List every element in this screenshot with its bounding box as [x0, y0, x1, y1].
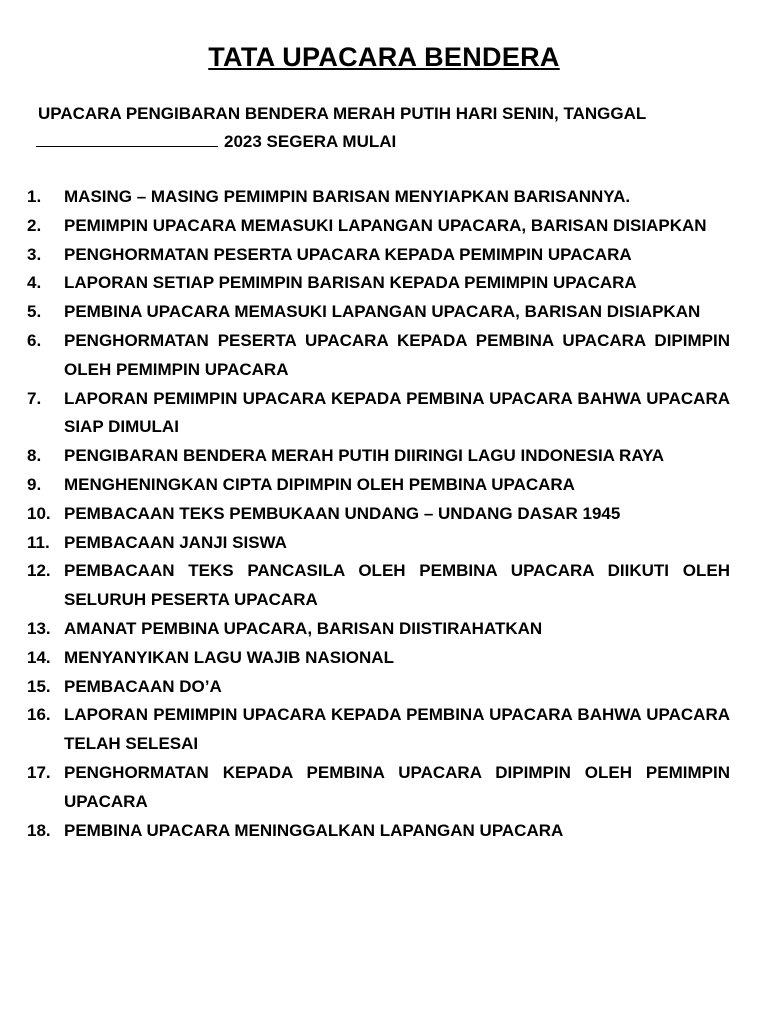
step-text: PEMIMPIN UPACARA MEMASUKI LAPANGAN UPACARA, BARISAN DISIAPKAN [64, 215, 707, 235]
intro-line-1: UPACARA PENGIBARAN BENDERA MERAH PUTIH HARI SENIN, TANGGAL [38, 104, 647, 123]
step-number: 15. [27, 676, 51, 696]
intro-paragraph [36, 100, 736, 156]
step-number: 1. [27, 187, 42, 206]
step-number: 11. [27, 532, 50, 552]
step-number: 4. [27, 273, 42, 293]
list-item [27, 327, 730, 385]
step-text: LAPORAN SETIAP PEMIMPIN BARISAN KEPADA PEMIMPIN UPACARA [64, 273, 637, 293]
page-title: TATA UPACARA BENDERA [208, 42, 560, 72]
step-number: 6. [27, 330, 42, 350]
step-text: PENGHORMATAN KEPADA PEMBINA UPACARA DIPIMPIN OLEH PEMIMPIN UPACARA [64, 762, 730, 811]
list-item [27, 817, 730, 846]
step-text: AMANAT PEMBINA UPACARA, BARISAN DIISTIRAHATKAN [64, 618, 543, 638]
step-number: 9. [27, 474, 42, 494]
list-item [27, 673, 730, 702]
step-number: 7. [27, 388, 42, 408]
step-text: PEMBINA UPACARA MEMASUKI LAPANGAN UPACARA, BARISAN DISIAPKAN [64, 302, 701, 322]
step-text: LAPORAN PEMIMPIN UPACARA KEPADA PEMBINA UPACARA BAHWA UPACARA SIAP DIMULAI [64, 388, 730, 437]
step-number: 16. [27, 705, 51, 725]
step-text: PENGHORMATAN PESERTA UPACARA KEPADA PEMBINA UPACARA DIPIMPIN OLEH PEMIMPIN UPACARA [64, 330, 730, 379]
list-item [27, 241, 730, 270]
step-text: PENGIBARAN BENDERA MERAH PUTIH DIIRINGI LAGU INDONESIA RAYA [64, 446, 665, 466]
step-text: MENGHENINGKAN CIPTA DIPIMPIN OLEH PEMBINA UPACARA [64, 474, 575, 494]
step-number: 13. [27, 618, 51, 638]
list-item [27, 529, 730, 558]
list-item [27, 212, 730, 241]
list-item [27, 183, 730, 212]
date-blank-line [36, 128, 218, 147]
list-item [27, 759, 730, 817]
intro-line-2: 2023 SEGERA MULAI [224, 132, 397, 151]
step-number: 3. [27, 244, 42, 264]
list-item [27, 269, 730, 298]
list-item [27, 644, 730, 673]
ceremony-steps-list [27, 183, 730, 845]
list-item [27, 471, 730, 500]
step-text: PEMBACAAN TEKS PEMBUKAAN UNDANG – UNDANG DASAR 1945 [64, 503, 621, 523]
step-number: 2. [27, 215, 42, 235]
step-number: 12. [27, 561, 51, 581]
step-number: 5. [27, 302, 42, 322]
step-number: 18. [27, 820, 51, 840]
step-text: PEMBACAAN DO’A [64, 676, 222, 696]
step-number: 17. [27, 762, 51, 782]
list-item [27, 615, 730, 644]
list-item [27, 557, 730, 615]
list-item [27, 701, 730, 759]
list-item [27, 385, 730, 443]
step-number: 14. [27, 647, 51, 667]
step-number: 10. [27, 503, 51, 523]
step-text: MENYANYIKAN LAGU WAJIB NASIONAL [64, 647, 394, 667]
step-number: 8. [27, 446, 42, 466]
intro-line-2-wrapper [36, 128, 736, 156]
step-text: MASING – MASING PEMIMPIN BARISAN MENYIAPKAN BARISANNYA. [64, 187, 631, 206]
step-text: PENGHORMATAN PESERTA UPACARA KEPADA PEMIMPIN UPACARA [64, 244, 632, 264]
list-item [27, 442, 730, 471]
list-item [27, 298, 730, 327]
step-text: PEMBACAAN TEKS PANCASILA OLEH PEMBINA UPACARA DIIKUTI OLEH SELURUH PESERTA UPACARA [64, 561, 730, 610]
list-item [27, 500, 730, 529]
step-text: PEMBACAAN JANJI SISWA [64, 532, 287, 552]
step-text: LAPORAN PEMIMPIN UPACARA KEPADA PEMBINA UPACARA BAHWA UPACARA TELAH SELESAI [64, 705, 730, 754]
step-text: PEMBINA UPACARA MENINGGALKAN LAPANGAN UPACARA [64, 820, 564, 840]
